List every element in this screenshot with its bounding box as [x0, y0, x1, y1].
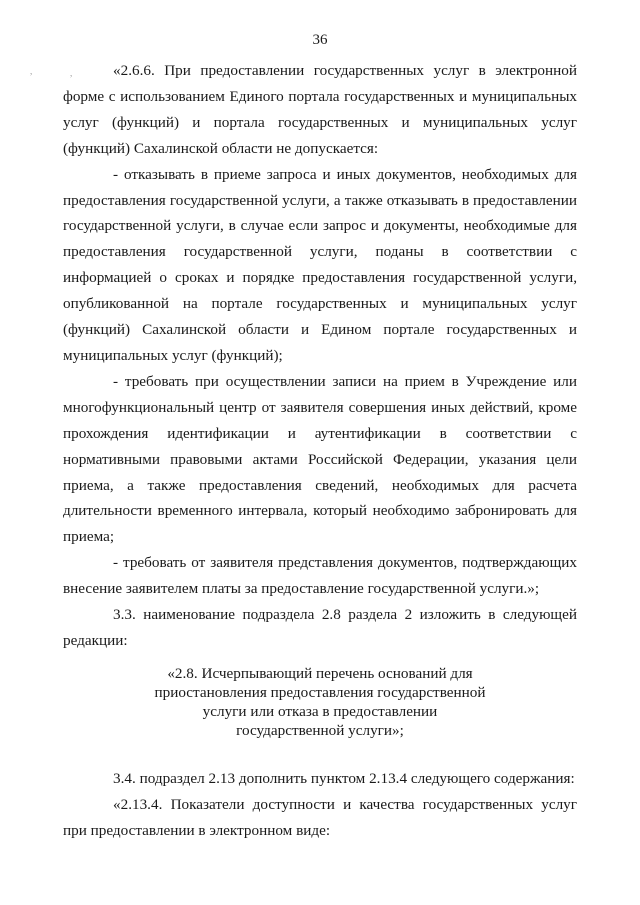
paragraph-2-13-4: «2.13.4. Показатели доступности и качества государственных услуг при предоставлении в электронном виде:	[63, 795, 577, 839]
paragraph-3-4: 3.4. подраздел 2.13 дополнить пунктом 2.13.4 следующего содержания:	[113, 769, 575, 787]
paragraph-payment-documents: - требовать от заявителя представления документов, подтверждающих внесение заявителем платы за предоставление государственной услуги.»;	[63, 554, 577, 598]
paragraph-refuse-request: - отказывать в приеме запроса и иных документов, необходимых для предоставления государственной услуги, а также отказывать в предоставлении государственной услуги, в случае если запрос и документы, необходимые для предоставления государственной услуги, поданы в соответствии с информацией о сроках и порядке предоставления государственной услуги, опубликованной на портале государственных и муниципальных услуг (функций) Сахалинской области и Едином портале государственных и муниципальных услуг (функций);	[63, 165, 577, 364]
paragraph-2-6-6: «2.6.6. При предоставлении государственных услуг в электронной форме с использованием Единого портала государственных и муниципальных услуг (функций) и портала государственных и муниципальных услуг (функций) Сахалинской области не допускается:	[63, 62, 577, 157]
scan-speck: ,	[30, 66, 33, 76]
scan-speck: ,	[70, 68, 73, 78]
paragraph-appointment-requirements: - требовать при осуществлении записи на прием в Учреждение или многофункциональный центр от заявителя совершения иных действий, кроме прохождения идентификации и аутентификации в соответствии с нормативными правовыми актами Российской Федерации, указания цели приема, а также предоставления сведений, необходимых для расчета длительности временного интервала, который необходимо забронировать для приема;	[63, 372, 577, 546]
document-body	[63, 58, 577, 844]
heading-line: государственной услуги»;	[236, 721, 404, 739]
heading-line: приостановления предоставления государственной	[154, 683, 486, 701]
heading-line: услуги или отказа в предоставлении	[202, 702, 438, 720]
section-heading-2-8	[63, 664, 577, 740]
page-number: 36	[312, 32, 328, 48]
paragraph-3-3: 3.3. наименование подраздела 2.8 раздела 2 изложить в следующей редакции:	[63, 606, 577, 649]
spacer	[63, 740, 577, 766]
heading-line: «2.8. Исчерпывающий перечень оснований для	[167, 664, 473, 682]
